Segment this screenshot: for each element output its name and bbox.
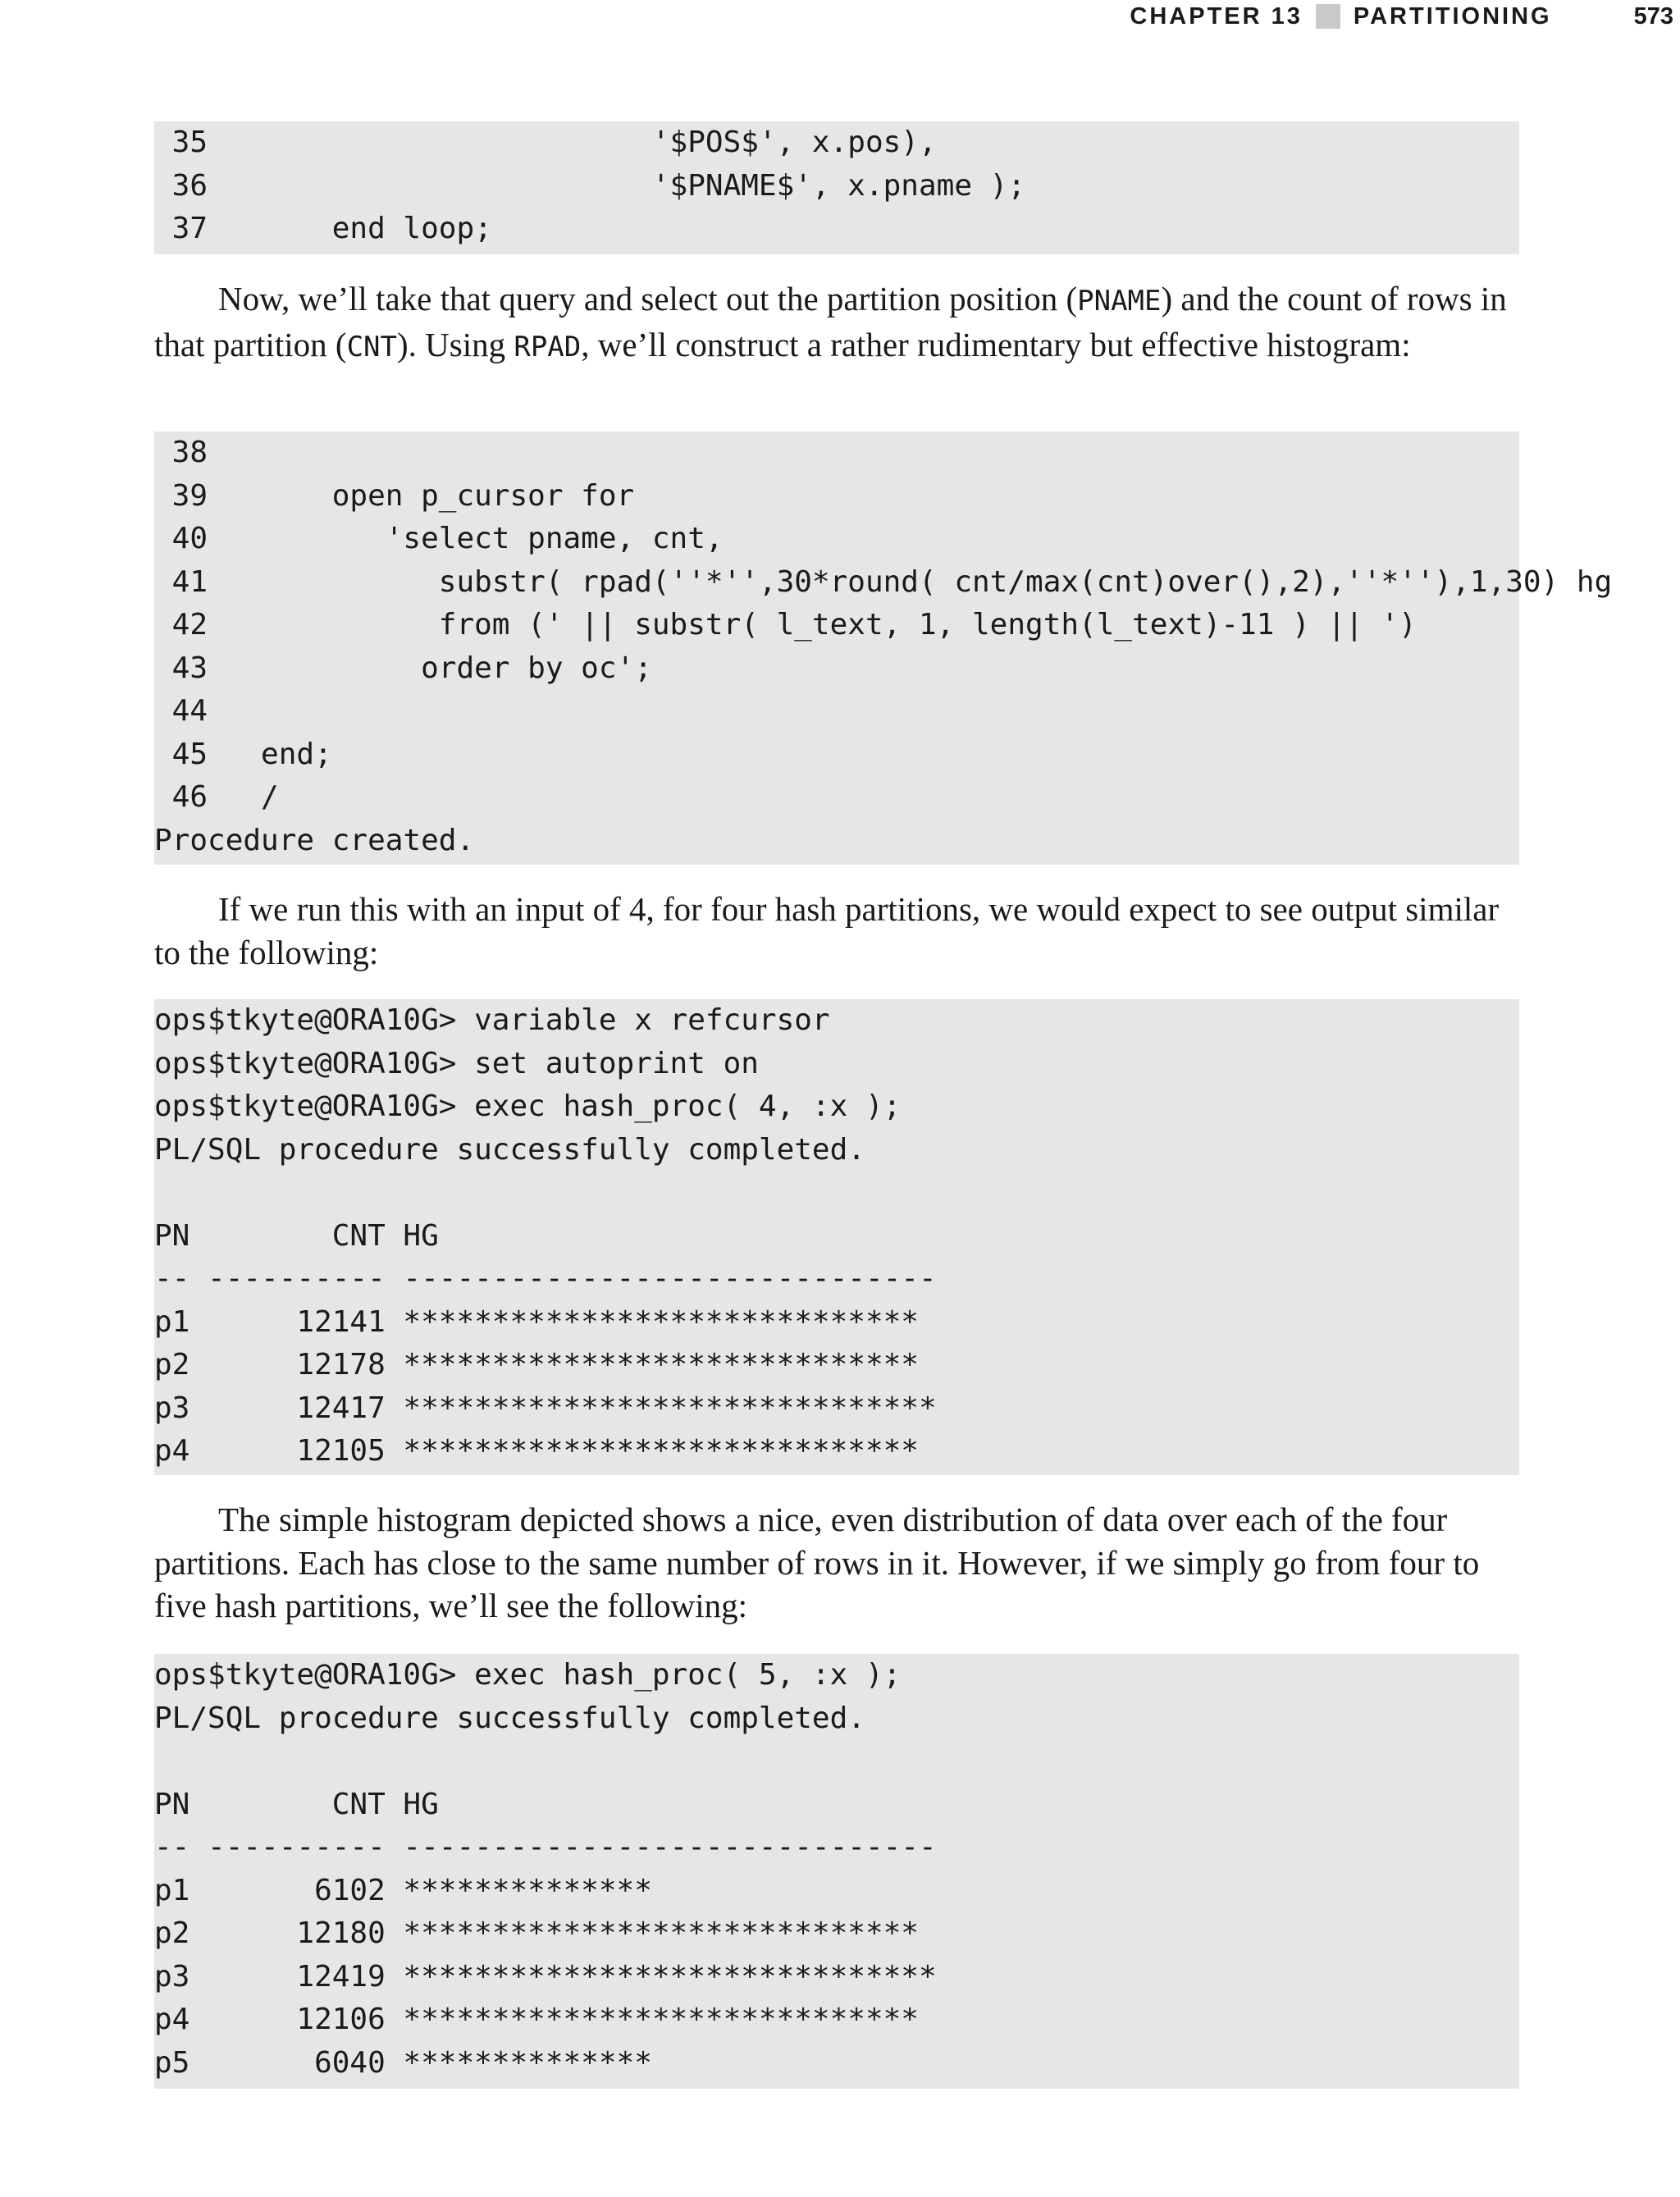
code-text: ops$tkyte@ORA10G> variable x refcursor ops$tkyte@ORA10G> set autoprint on ops$tkyte@ORA10G> exec hash_proc( 4, :x ); PL/SQL procedure successfully completed. PN CNT HG -- ---------- ------------------------------ p1 12141 ***************************** p2 12178 ***************************** p3 12417 ****************************** p4 12105 ***************************** — [154, 1003, 937, 1468]
code-block-loop-end — [154, 121, 1519, 254]
inline-code-cnt: CNT — [346, 330, 397, 363]
inline-code-rpad: RPAD — [514, 330, 582, 363]
paragraph-four-partitions: If we run this with an input of 4, for four hash partitions, we would expect to see output similar to the following: — [154, 890, 1500, 971]
paragraph-histogram-intro — [154, 277, 1519, 368]
paragraph-five-partitions: The simple histogram depicted shows a nice, even distribution of data over each of the four partitions. Each has close to the same number of rows in it. However, if we simply go from four to five hash partitions, we’ll see the following: — [154, 1500, 1480, 1624]
code-text: ops$tkyte@ORA10G> exec hash_proc( 5, :x ); PL/SQL procedure successfully completed. PN CNT HG -- ---------- ------------------------------ p1 6102 ************** p2 12180 ***************************** p3 12419 ****************************** p4 12106 ***************************** p5 6040 ************** — [154, 1658, 937, 2080]
text-run: ) and the count of rows in that partition ( — [154, 280, 1507, 363]
chapter-label: CHAPTER 13 — [1130, 2, 1303, 30]
code-block-open-cursor — [154, 432, 1613, 865]
page-header — [1130, 0, 1680, 33]
code-block-five-partitions-output — [154, 1654, 1519, 2089]
text-run: Now, we’ll take that query and select out the partition position ( — [218, 280, 1078, 317]
header-separator-square — [1316, 4, 1340, 29]
inline-code-pname: PNAME — [1077, 285, 1162, 317]
page-number: 573 — [1633, 2, 1673, 30]
section-label: PARTITIONING — [1353, 2, 1552, 30]
text-run: ). Using — [396, 325, 514, 363]
code-text: 38 39 open p_cursor for 40 'select pname, cnt, 41 substr( rpad(''*'',30*round( cnt/max(cnt)over(),2),''*''),1,30) hg 42 from (' || substr( l_text, 1, length(l_text)-11 ) || ') 43 order by oc'; 44 45 end; 46 / Procedure created. — [154, 436, 1613, 857]
code-text: 35 '$POS$', x.pos), 36 '$PNAME$', x.pname ); 37 end loop; — [171, 126, 1026, 245]
text-run: , we’ll construct a rather rudimentary but effective histogram: — [581, 325, 1411, 363]
code-block-four-partitions-output — [154, 999, 1519, 1475]
